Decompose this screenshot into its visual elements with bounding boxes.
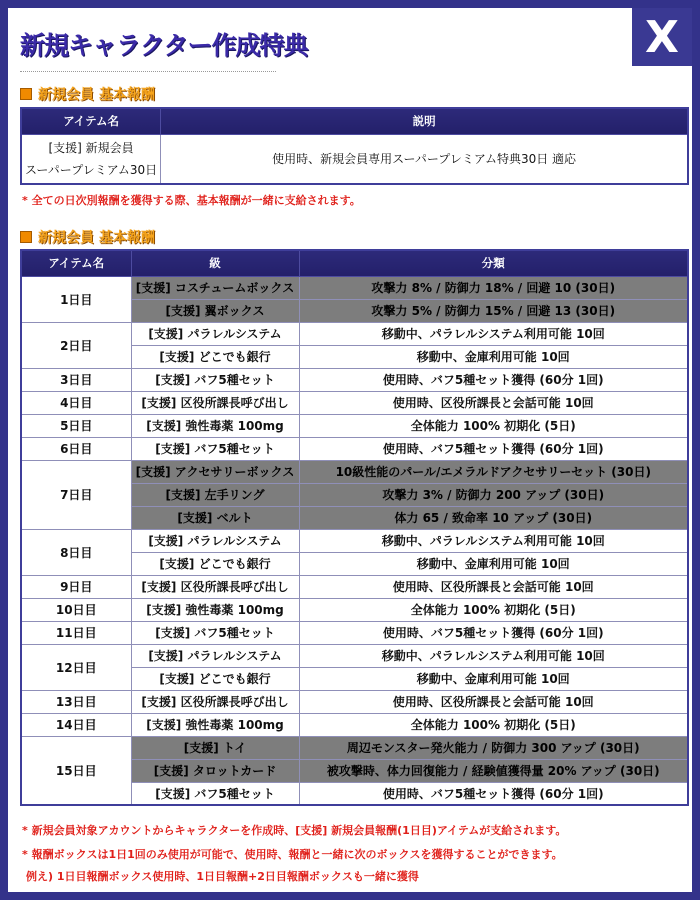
section1-heading-text: 新規会員 基本報酬 [38, 87, 155, 103]
reward-item-description: 移動中、金庫利用可能 10回 [299, 552, 688, 575]
reward-item-description: 使用時、区役所課長と会話可能 10回 [299, 391, 688, 414]
day-label: 5日目 [21, 414, 131, 437]
title-divider [20, 71, 276, 72]
reward-item-description: 全体能力 100% 初期化 (5日) [299, 598, 688, 621]
reward-item-description: 移動中、金庫利用可能 10回 [299, 345, 688, 368]
reward-item-name: [支援] パラレルシステム [131, 644, 299, 667]
reward-item-description: 使用時、バフ5種セット獲得 (60分 1回) [299, 437, 688, 460]
reward-item-description: 移動中、パラレルシステム利用可能 10回 [299, 529, 688, 552]
day-label: 15日目 [21, 736, 131, 805]
reward-item-description: 移動中、パラレルシステム利用可能 10回 [299, 644, 688, 667]
col-header-item: アイテム名 [21, 250, 131, 276]
reward-item-description: 攻撃力 5% / 防御力 15% / 回避 13 (30日) [299, 299, 688, 322]
close-button[interactable]: X [632, 8, 692, 66]
table-header-row [21, 108, 688, 134]
table-row [21, 322, 688, 345]
reward-item-description: 10級性能のパール/エメラルドアクセサリーセット (30日) [299, 460, 688, 483]
reward-item-description: 全体能力 100% 初期化 (5日) [299, 414, 688, 437]
day-label: 9日目 [21, 575, 131, 598]
reward-item-name: [支援] 翼ボックス [131, 299, 299, 322]
content-panel [8, 8, 692, 892]
reward-item-description: 被攻撃時、体力回復能力 / 経験値獲得量 20% アップ (30日) [299, 759, 688, 782]
day-label: 3日目 [21, 368, 131, 391]
daily-reward-rows [21, 276, 688, 805]
reward-item-name: [支援] どこでも銀行 [131, 345, 299, 368]
reward-item-description: 使用時、バフ5種セット獲得 (60分 1回) [299, 621, 688, 644]
reward-item-name: [支援] 区役所課長呼び出し [131, 690, 299, 713]
reward-item-name: [支援] どこでも銀行 [131, 552, 299, 575]
daily-reward-table [20, 249, 689, 806]
reward-item-name: [支援] 左手リング [131, 483, 299, 506]
day-label: 4日目 [21, 391, 131, 414]
table-row [21, 414, 688, 437]
reward-item-name: [支援] トイ [131, 736, 299, 759]
reward-item-name: [支援] バフ5種セット [131, 782, 299, 805]
day-label: 12日目 [21, 644, 131, 690]
day-label: 7日目 [21, 460, 131, 529]
reward-item-description: 使用時、バフ5種セット獲得 (60分 1回) [299, 368, 688, 391]
reward-item-name: [支援] バフ5種セット [131, 621, 299, 644]
table-row [21, 368, 688, 391]
table-row [21, 276, 688, 299]
bullet-square-icon [20, 88, 32, 100]
reward-item-name: [支援] 区役所課長呼び出し [131, 391, 299, 414]
day-label: 1日目 [21, 276, 131, 322]
footer-note-example: 例え) 1日目報酬ボックス使用時、1日目報酬+2日目報酬ボックスも一緒に獲得 [26, 870, 419, 883]
reward-item-name: [支援] パラレルシステム [131, 322, 299, 345]
reward-item-description: 周辺モンスター発火能力 / 防御力 300 アップ (30日) [299, 736, 688, 759]
reward-item-name: [支援] 強性毒薬 100mg [131, 713, 299, 736]
table-row [21, 529, 688, 552]
footer-note: * 報酬ボックスは1日1回のみ使用が可能で、使用時、報酬と一緒に次のボックスを獲得することができます。 [22, 848, 563, 861]
day-label: 6日目 [21, 437, 131, 460]
basic-item-description: 使用時、新規会員専用スーパープレミアム特典30日 適応 [161, 134, 688, 184]
reward-item-description: 全体能力 100% 初期化 (5日) [299, 713, 688, 736]
day-label: 11日目 [21, 621, 131, 644]
col-header-description: 説明 [161, 108, 688, 134]
day-label: 14日目 [21, 713, 131, 736]
table-row [21, 736, 688, 759]
table-row [21, 460, 688, 483]
reward-item-description: 体力 65 / 致命率 10 アップ (30日) [299, 506, 688, 529]
section1-heading [20, 84, 155, 104]
day-label: 2日目 [21, 322, 131, 368]
table-row [21, 437, 688, 460]
reward-item-description: 使用時、バフ5種セット獲得 (60分 1回) [299, 782, 688, 805]
reward-item-name: [支援] ベルト [131, 506, 299, 529]
reward-item-name: [支援] 区役所課長呼び出し [131, 575, 299, 598]
reward-item-name: [支援] パラレルシステム [131, 529, 299, 552]
table-row [21, 690, 688, 713]
basic-reward-table [20, 107, 689, 185]
col-header-category: 分類 [299, 250, 688, 276]
reward-item-description: 使用時、区役所課長と会話可能 10回 [299, 575, 688, 598]
reward-item-name: [支援] アクセサリーボックス [131, 460, 299, 483]
table-row [21, 391, 688, 414]
reward-item-description: 移動中、パラレルシステム利用可能 10回 [299, 322, 688, 345]
basic-item-line1: [支援] 新規会員 [48, 140, 134, 155]
reward-item-name: [支援] バフ5種セット [131, 437, 299, 460]
reward-item-description: 攻撃力 3% / 防御力 200 アップ (30日) [299, 483, 688, 506]
table-row [21, 598, 688, 621]
col-header-item: アイテム名 [21, 108, 161, 134]
table-row [21, 575, 688, 598]
bullet-square-icon [20, 231, 32, 243]
reward-item-description: 使用時、区役所課長と会話可能 10回 [299, 690, 688, 713]
reward-item-name: [支援] 強性毒薬 100mg [131, 414, 299, 437]
reward-item-description: 移動中、金庫利用可能 10回 [299, 667, 688, 690]
section2-heading-text: 新規会員 基本報酬 [38, 230, 155, 246]
footer-note: * 新規会員対象アカウントからキャラクターを作成時、[支援] 新規会員報酬(1日目)アイテムが支給されます。 [22, 824, 567, 837]
table-row [21, 644, 688, 667]
reward-item-name: [支援] どこでも銀行 [131, 667, 299, 690]
table-header-row [21, 250, 688, 276]
section1-note: * 全ての日次別報酬を獲得する際、基本報酬が一緒に支給されます。 [22, 194, 361, 207]
table-row [21, 621, 688, 644]
day-label: 13日目 [21, 690, 131, 713]
reward-item-name: [支援] 強性毒薬 100mg [131, 598, 299, 621]
day-label: 8日目 [21, 529, 131, 575]
col-header-grade: 級 [131, 250, 299, 276]
basic-item-line2: スーパープレミアム30日 [25, 162, 158, 177]
page-title: 新規キャラクター作成特典 [20, 31, 308, 60]
table-row [21, 713, 688, 736]
reward-item-description: 攻撃力 8% / 防御力 18% / 回避 10 (30日) [299, 276, 688, 299]
day-label: 10日目 [21, 598, 131, 621]
table-row [21, 134, 688, 184]
reward-item-name: [支援] コスチュームボックス [131, 276, 299, 299]
section2-heading [20, 227, 155, 247]
basic-item-name [21, 134, 161, 184]
reward-item-name: [支援] タロットカード [131, 759, 299, 782]
reward-item-name: [支援] バフ5種セット [131, 368, 299, 391]
